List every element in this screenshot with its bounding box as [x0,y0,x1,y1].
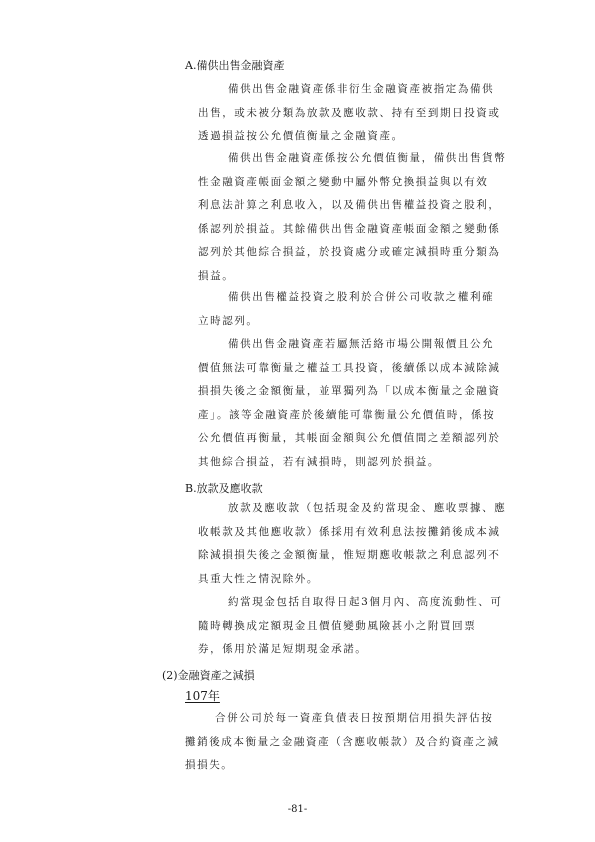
text-line: 券，係用於滿足短期現金承諾。 [198,643,368,655]
section-b-paragraph-1 [198,497,550,591]
text-line: 約當現金包括自取得日起3個月內、高度流動性、可 [228,596,503,608]
year-heading: 107年 [185,689,220,703]
text-line: 其他綜合損益，若有減損時，則認列於損益。 [198,455,440,468]
text-line: 認列於其他綜合損益，於投資處分或確定減損時重分類為 [198,246,501,258]
section-a-paragraph-2 [198,147,550,288]
text-line: 備供出售金融資產係按公允價值衡量，備供出售貨幣 [228,152,507,164]
text-line: 合併公司於每一資產負債表日按預期信用損失評估按 [215,712,494,724]
section-2-paragraph [185,707,550,778]
section-a-paragraph-4 [198,333,550,474]
text-line: 立時認列。 [198,314,259,327]
text-line: 隨時轉換成定額現金且價值變動風險甚小之附買回票 [198,619,477,632]
text-line: 價值無法可靠衡量之權益工具投資，後續係以成本減除減 [198,361,501,374]
section-b-title: B.放款及應收款 [185,482,263,495]
section-2-title: (2)金融資產之減損 [162,669,255,682]
text-line: 備供出售權益投資之股利於合併公司收款之權利確 [228,291,495,303]
text-line: 損損失。 [185,759,234,771]
section-b-paragraph-2 [198,591,550,662]
section-a-paragraph-1 [198,78,550,149]
text-line: 備供出售金融資產若屬無活絡市場公開報價且公允 [228,338,495,350]
text-line: 產」。該等金融資產於後續能可靠衡量公允價值時，係按 [198,408,496,421]
text-line: 公允價值再衡量，其帳面金額與公允價值間之差額認列於 [198,432,501,444]
text-line: 透過損益按公允價值衡量之金融資產。 [198,130,404,142]
text-line: 備供出售金融資產係非衍生金融資產被指定為備供 [228,83,495,95]
text-line: 攤銷後成本衡量之金融資產（含應收帳款）及合約資產之減 [185,735,500,748]
text-line: 收帳款及其他應收款）係採用有效利息法按攤銷後成本減 [198,525,501,538]
section-a-title: A.備供出售金融資產 [185,59,285,72]
text-line: 除減損損失後之金額衡量，惟短期應收帳款之利息認列不 [198,549,501,561]
text-line: 係認列於損益。其餘備供出售金融資產帳面金額之變動係 [198,222,501,235]
text-line: 放款及應收款（包括現金及約當現金、應收票據、應 [228,502,507,514]
text-line: 損益。 [198,269,235,282]
text-line: 損損失後之金額衡量，並單獨列為「以成本衡量之金融資 [198,385,501,397]
text-line: 具重大性之情況除外。 [198,572,319,585]
text-line: 利息法計算之利息收入，以及備供出售權益投資之股利， [198,199,501,211]
section-a-paragraph-3 [198,286,550,333]
page-number: -81- [287,804,308,815]
text-line: 性金融資產帳面金額之變動中屬外幣兌換損益與以有效 [198,175,489,188]
text-line: 出售，或未被分類為放款及應收款、持有至到期日投資或 [198,106,501,119]
